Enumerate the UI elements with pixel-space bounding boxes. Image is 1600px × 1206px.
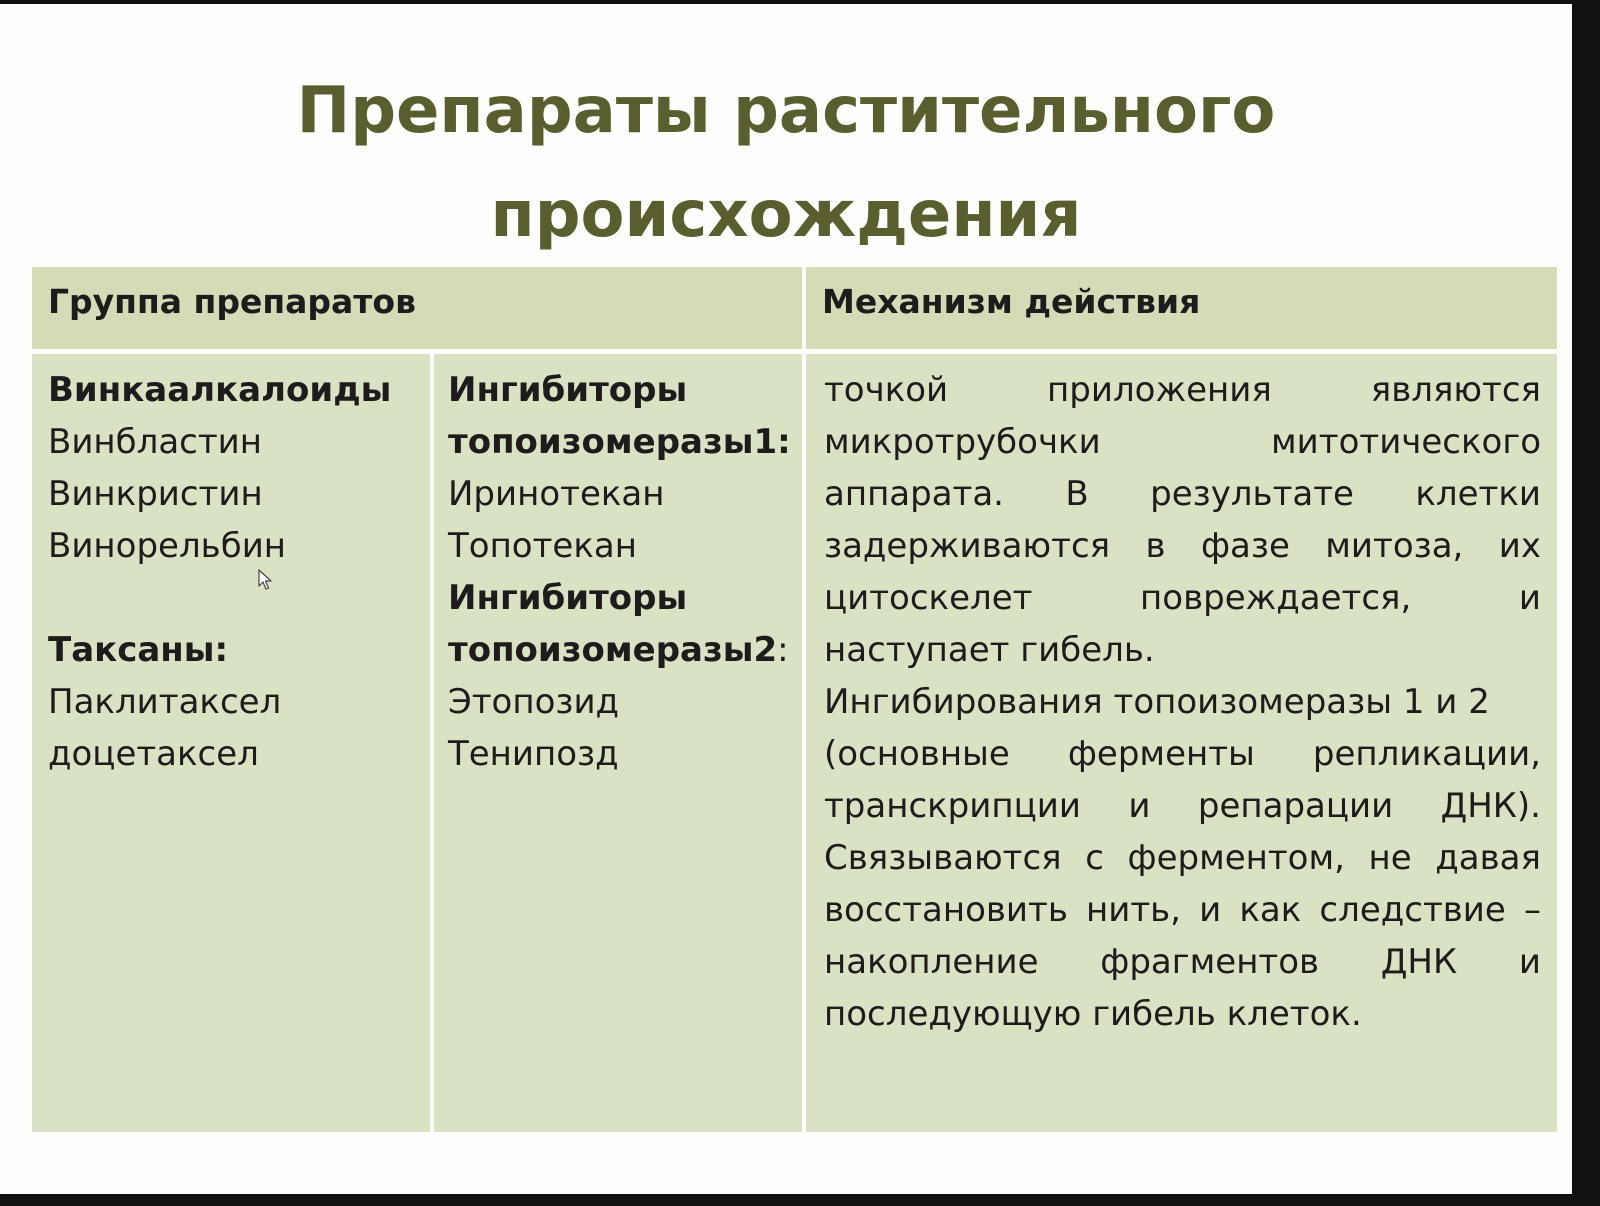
mouse-pointer-icon [258, 569, 274, 591]
mechanism-word: следствие [1319, 890, 1506, 930]
vinca-item: Винкристин [48, 474, 263, 514]
topo1-title-b: топоизомеразы1: [448, 422, 791, 462]
mechanism-word: восстановить [824, 890, 1068, 930]
spacer [48, 572, 430, 624]
header-mechanism: Механизм действия [806, 267, 1557, 349]
taxane-item: Паклитаксел [48, 682, 282, 722]
topo2-title-line [448, 624, 802, 676]
cell-drug-groups [32, 354, 430, 1132]
mechanism-word: В [1065, 474, 1089, 514]
mechanism-word: в [1145, 526, 1166, 566]
topo1-title-a: Ингибиторы [448, 370, 688, 410]
mechanism-line [824, 468, 1541, 520]
mechanism-word: являются [1370, 370, 1541, 410]
mechanism-line [824, 832, 1541, 884]
mechanism-word: Связываются [824, 838, 1062, 878]
topo2-title-b: топоизомеразы2 [448, 630, 778, 670]
mechanism-line [824, 988, 1541, 1040]
mechanism-word: транскрипции [824, 786, 1081, 826]
taxane-item: доцетаксел [48, 734, 259, 774]
title-line-1: Препараты растительного [296, 74, 1276, 148]
mechanism-word: и [1128, 786, 1151, 826]
taxane-title: Таксаны: [48, 630, 229, 670]
mechanism-line [824, 676, 1541, 728]
mechanism-word: наступает гибель. [824, 630, 1155, 670]
mechanism-line [824, 624, 1541, 676]
topo2-item: Тенипозд [448, 734, 619, 774]
mechanism-line [824, 884, 1541, 936]
slide [0, 4, 1572, 1194]
mechanism-word: ДНК). [1440, 786, 1541, 826]
mechanism-word: ферменты [1067, 734, 1255, 774]
mechanism-word: клетки [1415, 474, 1541, 514]
mechanism-line [824, 416, 1541, 468]
mechanism-word: и [1518, 942, 1541, 982]
mechanism-word: и [1518, 578, 1541, 618]
vinca-item: Винорельбин [48, 526, 287, 566]
mechanism-line [824, 728, 1541, 780]
mechanism-word: результате [1150, 474, 1354, 514]
mechanism-word: репликации, [1312, 734, 1541, 774]
mechanism-line [824, 520, 1541, 572]
mechanism-word: повреждается, [1140, 578, 1412, 618]
title-line-2: происхождения [490, 178, 1082, 252]
mechanism-word: микротрубочки [824, 422, 1101, 462]
mechanism-word: фазе [1200, 526, 1290, 566]
vinca-item: Винбластин [48, 422, 263, 462]
cell-mechanism-text [806, 354, 1557, 1132]
mechanism-line [824, 572, 1541, 624]
mechanism-word: последующую гибель клеток. [824, 994, 1362, 1034]
screen-edge-bottom [0, 1194, 1600, 1206]
topo2-colon: : [777, 630, 789, 670]
header-group: Группа препаратов [32, 267, 802, 349]
mechanism-paragraph [824, 364, 1541, 1040]
screen-edge-right [1572, 0, 1600, 1206]
mechanism-word: фрагментов [1100, 942, 1320, 982]
mechanism-word: аппарата. [824, 474, 1004, 514]
mechanism-word: как [1239, 890, 1302, 930]
mechanism-word: ДНК [1380, 942, 1458, 982]
mechanism-word: задерживаются [824, 526, 1111, 566]
mechanism-word: митоза, [1325, 526, 1464, 566]
mechanism-word: нить, [1086, 890, 1181, 930]
cell-topoisomerase-inhibitors [434, 354, 802, 1132]
slide-title [0, 59, 1572, 267]
mechanism-word: и [1199, 890, 1222, 930]
mechanism-word: Ингибирования топоизомеразы 1 и 2 [824, 682, 1490, 722]
topo2-title-a: Ингибиторы [448, 578, 688, 618]
mechanism-word: приложения [1047, 370, 1272, 410]
topo1-item: Топотекан [448, 526, 637, 566]
mechanism-word: точкой [824, 370, 949, 410]
mechanism-word: репарации [1197, 786, 1394, 826]
mechanism-word: их [1498, 526, 1541, 566]
mechanism-line [824, 364, 1541, 416]
mechanism-word: давая [1435, 838, 1541, 878]
topo2-item: Этопозид [448, 682, 620, 722]
mechanism-word: цитоскелет [824, 578, 1033, 618]
mechanism-word: ферментом, [1127, 838, 1345, 878]
mechanism-line [824, 936, 1541, 988]
mechanism-word: (основные [824, 734, 1010, 774]
mechanism-word: – [1523, 890, 1541, 930]
mechanism-word: с [1085, 838, 1104, 878]
mechanism-word: не [1368, 838, 1412, 878]
vinca-title: Винкаалкалоиды [48, 370, 392, 410]
mechanism-word: митотического [1271, 422, 1541, 462]
mechanism-word: накопление [824, 942, 1039, 982]
topo1-item: Иринотекан [448, 474, 665, 514]
mechanism-line [824, 780, 1541, 832]
